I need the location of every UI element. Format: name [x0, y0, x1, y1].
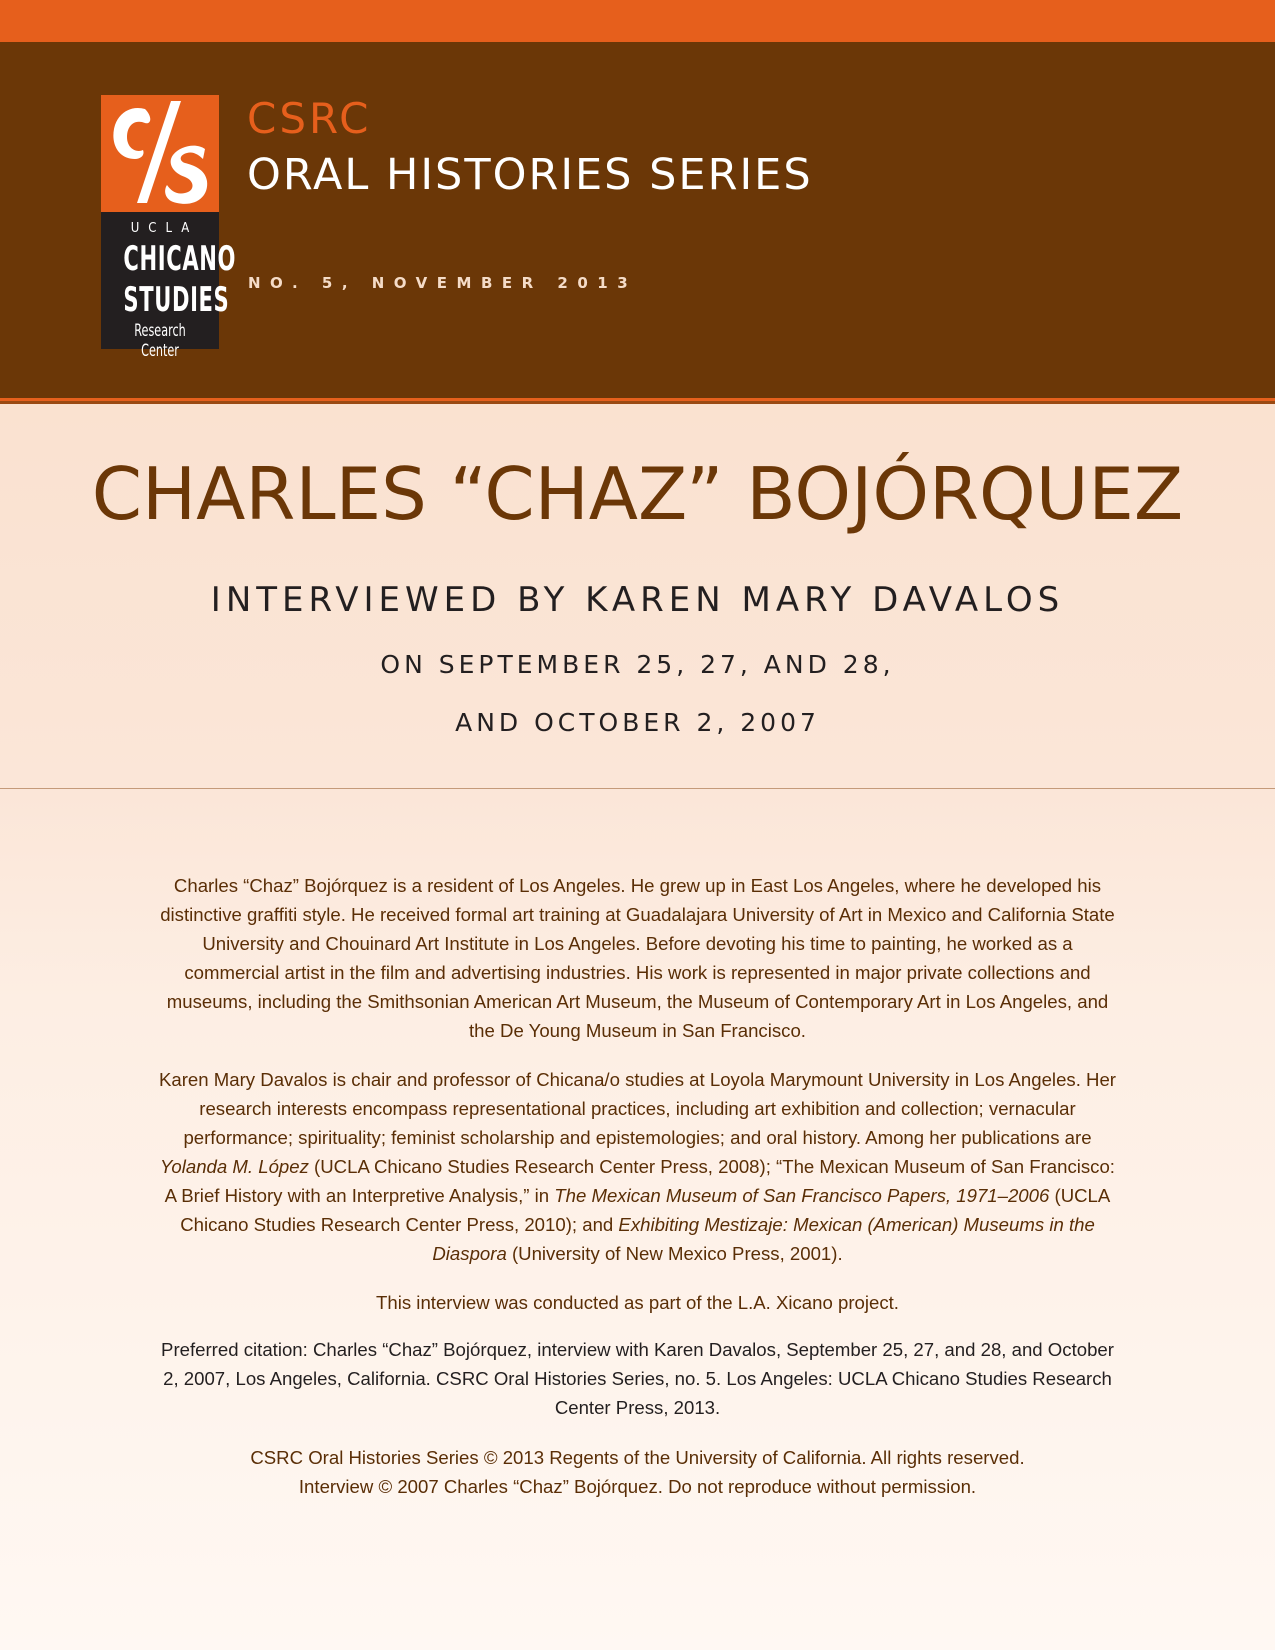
publication-title: Exhibiting Mestizaje: Mexican (American) Museums in the Diaspora [432, 1214, 1095, 1264]
copyright-line-2: Interview © 2007 Charles “Chaz” Bojórquez. Do not reproduce without permission. [298, 1476, 977, 1497]
header-rule-shadow [0, 401, 1275, 404]
copyright-line-1: CSRC Oral Histories Series © 2013 Regents of the University of California. All rights reserved. [250, 1447, 1025, 1468]
section-divider [0, 788, 1275, 789]
publication-title: The Mexican Museum of San Francisco Papers, 1971–2006 [554, 1185, 1050, 1206]
series-csrc-label: CSRC [247, 94, 372, 143]
preferred-citation: Preferred citation: Charles “Chaz” Bojórquez, interview with Karen Davalos, September 25, 27, and 28, and October 2, 2007, Los Angeles, California. CSRC Oral Histories Series, no. 5. Los Angeles: UCLA Chicano Studies Research Center Press, 2013. [161, 1339, 1114, 1418]
interviewer-line: INTERVIEWED BY KAREN MARY DAVALOS [210, 580, 1065, 620]
publication-title: Yolanda M. López [160, 1156, 309, 1177]
top-orange-stripe [0, 0, 1275, 42]
copyright-notice [155, 1443, 1120, 1501]
interviewer-bio-text: Karen Mary Davalos is chair and professor of Chicana/o studies at Loyola Marymount University in Los Angeles. Her research interests encompass representational practices, including art exhibition and collection; vernacular performance; spirituality; feminist scholarship and epistemologies; and oral history. Among her publications are [159, 1069, 1116, 1148]
interviewer-bio-text: (University of New Mexico Press, 2001). [506, 1243, 843, 1264]
interview-dates-line-2: AND OCTOBER 2, 2007 [455, 708, 820, 737]
c-slash-s-mark-icon [101, 95, 219, 212]
csrc-logo [101, 95, 237, 361]
interviewer-bio-text: (UCLA Chicano Studies Research Center Press, 2008); “The Mexican Museum of San Francisco: A Brief History with an Interpretive Analysis,” in [164, 1156, 1115, 1206]
subject-bio: Charles “Chaz” Bojórquez is a resident of Los Angeles. He grew up in East Los Angeles, where he developed his distinctive graffiti style. He received formal art training at Guadalajara University of Art in Mexico and California State University and Chouinard Art Institute in Los Angeles. Before devoting his time to painting, he worked as a commercial artist in the film and advertising industries. His work is represented in major private collections and museums, including the Smithsonian American Art Museum, the Museum of Contemporary Art in Los Angeles, and the De Young Museum in San Francisco. [160, 875, 1115, 1041]
page-title: CHARLES “CHAZ” BOJÓRQUEZ [91, 452, 1184, 536]
logo-ucla-text: UCLA [130, 221, 199, 236]
issue-number-date: NO. 5, NOVEMBER 2013 [248, 274, 638, 292]
logo-studies-text: STUDIES [123, 280, 230, 320]
interview-dates-line-1: ON SEPTEMBER 25, 27, AND 28, [380, 650, 895, 679]
project-note: This interview was conducted as part of the L.A. Xicano project. [376, 1292, 899, 1313]
logo-mark-panel [101, 95, 219, 212]
series-name: ORAL HISTORIES SERIES [247, 150, 813, 200]
interviewer-bio [155, 1065, 1120, 1268]
logo-chicano-text: CHICANO [123, 239, 237, 279]
logo-research-center-text: Research Center [134, 321, 186, 361]
interviewer-bio-text: (UCLA Chicano Studies Research Center Press, 2010); and [180, 1185, 1111, 1235]
